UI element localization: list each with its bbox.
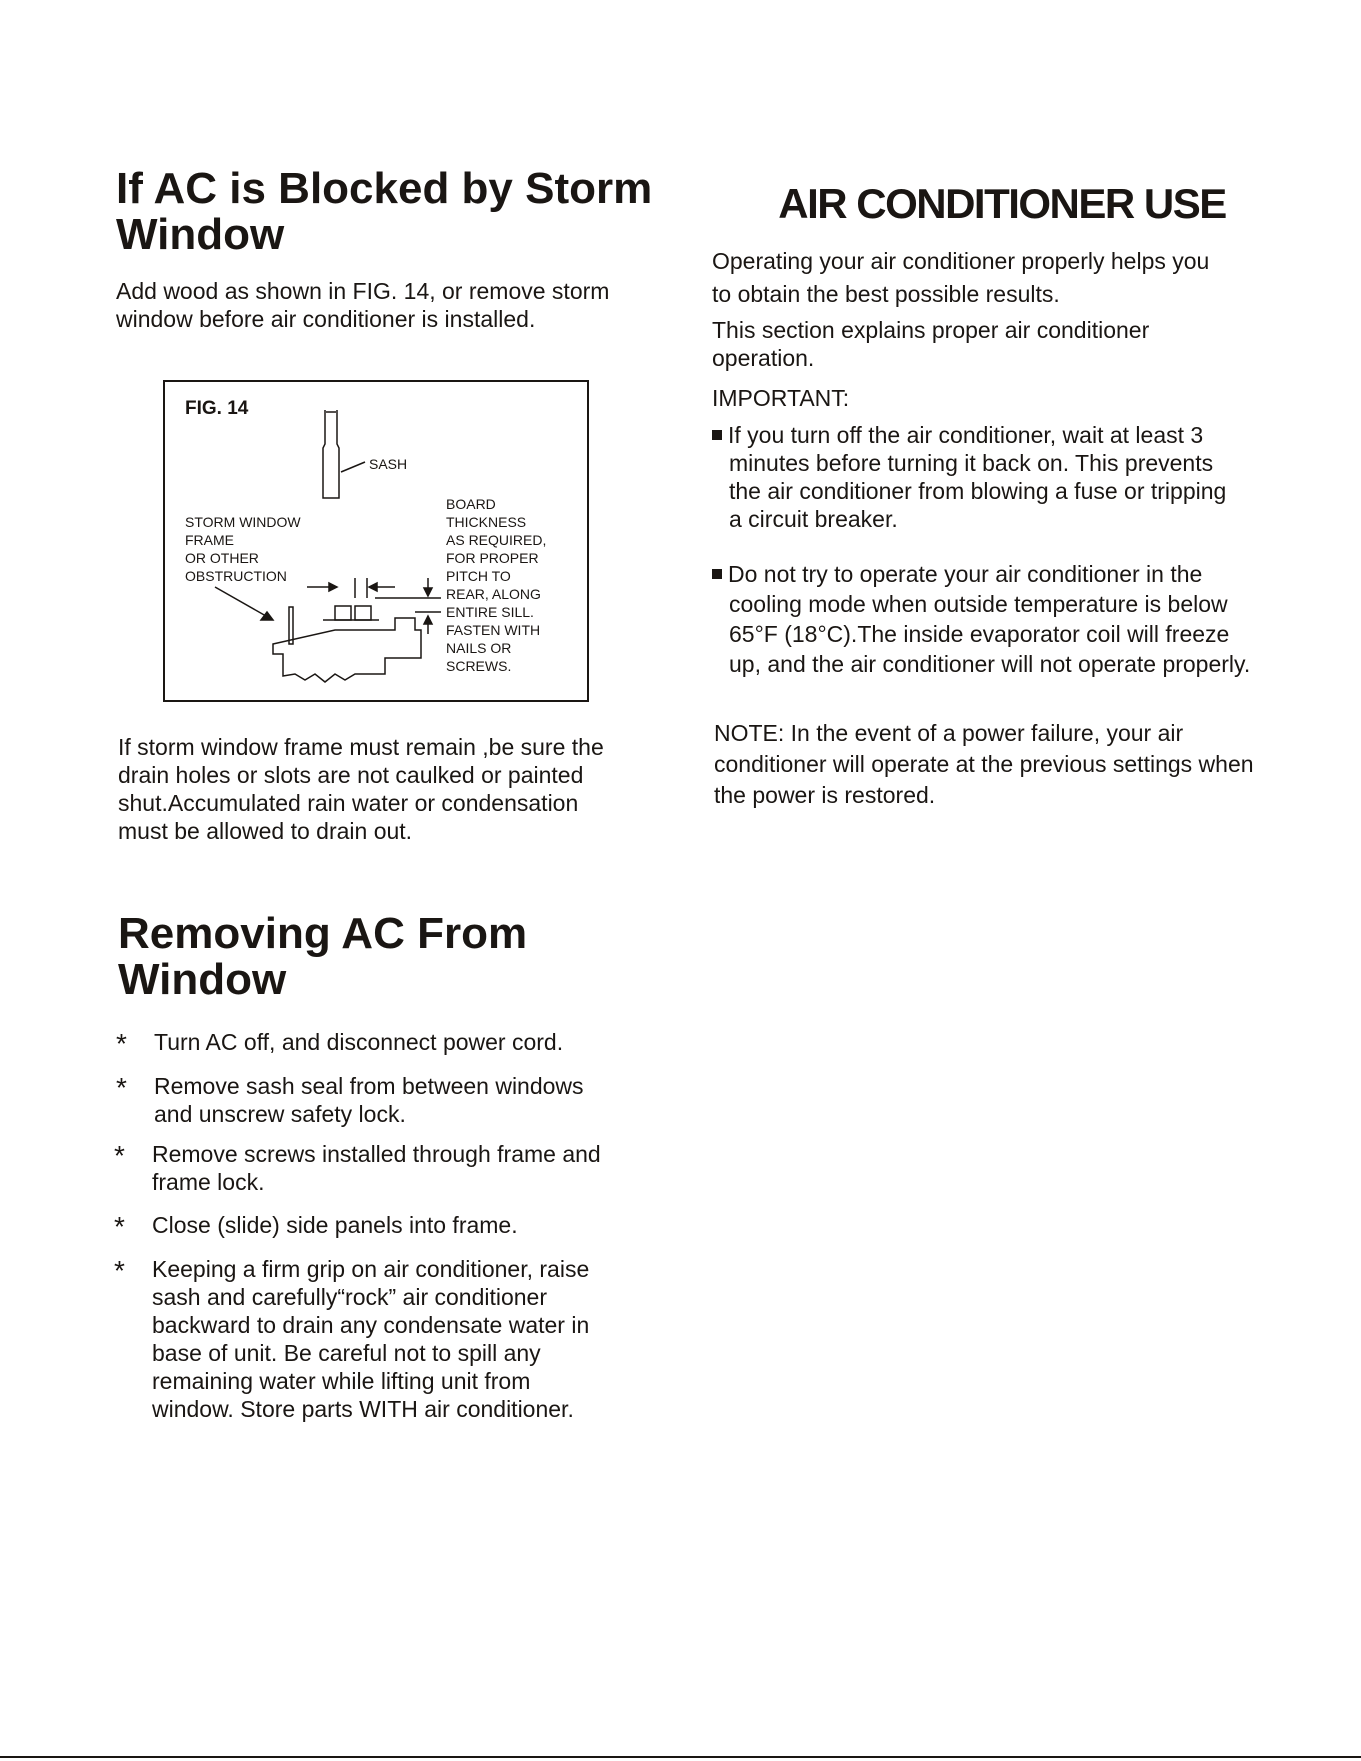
removal-step-line: backward to drain any condensate water in [152, 1312, 590, 1338]
storm-frame-note-line: If storm window frame must remain ,be sure the [118, 734, 604, 760]
sash-leader [341, 462, 365, 472]
ac-use-bullet [712, 560, 1312, 678]
board-label-line: SCREWS. [446, 658, 512, 674]
storm-frame-note [118, 733, 604, 845]
storm-frame-note-line: drain holes or slots are not caulked or painted [118, 762, 584, 788]
removal-step-line: Turn AC off, and disconnect power cord. [154, 1029, 564, 1055]
fig-14-drawing [165, 382, 591, 704]
star-bullet: * [114, 1140, 125, 1171]
storm-window-heading [116, 166, 652, 258]
storm-heading-line-1: If AC is Blocked by Storm [116, 164, 653, 213]
bullet-line: cooling mode when outside temperature is below [729, 591, 1228, 617]
removal-step-line: Remove screws installed through frame and [152, 1141, 601, 1167]
removal-step-line: base of unit. Be careful not to spill any [152, 1340, 541, 1366]
bullet-line: minutes before turning it back on. This prevents [729, 450, 1214, 476]
bullet-line: 65°F (18°C).The inside evaporator coil will freeze [729, 621, 1230, 647]
window-block [335, 606, 351, 620]
board-label-line: FASTEN WITH [446, 622, 541, 638]
intro-line: This section explains proper air conditioner [712, 317, 1150, 343]
bullet-line: Do not try to operate your air conditioner in the [728, 561, 1203, 587]
note-line: NOTE: In the event of a power failure, your air [714, 720, 1184, 746]
note-line: conditioner will operate at the previous settings when [714, 751, 1254, 777]
air-conditioner-use-title: AIR CONDITIONER USE [778, 180, 1226, 227]
page-bottom-rule [0, 1756, 1361, 1758]
important-label: IMPORTANT: [712, 385, 850, 411]
star-bullet: * [114, 1255, 125, 1286]
intro-line: to obtain the best possible results. [712, 281, 1060, 307]
storm-frame-note-line: shut.Accumulated rain water or condensation [118, 790, 579, 816]
intro-line: operation. [712, 345, 815, 371]
frame-label-line: FRAME [185, 532, 234, 548]
removal-step-line: sash and carefully“rock” air conditioner [152, 1284, 548, 1310]
removal-step-line: Keeping a firm grip on air conditioner, raise [152, 1256, 590, 1282]
board-label-line: REAR, ALONG [446, 586, 541, 602]
frame-label-line: STORM WINDOW [185, 514, 301, 530]
fig-14-diagram [163, 380, 589, 702]
square-bullet-icon [712, 569, 722, 579]
removal-step-line: and unscrew safety lock. [154, 1101, 406, 1127]
sill-shape [273, 618, 421, 682]
removal-step-line: frame lock. [152, 1169, 265, 1195]
bullet-line: up, and the air conditioner will not operate properly. [729, 651, 1251, 677]
removal-step-line: Remove sash seal from between windows [154, 1073, 584, 1099]
bullet-line: the air conditioner from blowing a fuse or tripping [729, 478, 1227, 504]
removal-step-line: remaining water while lifting unit from [152, 1368, 531, 1394]
storm-intro-line: Add wood as shown in FIG. 14, or remove storm [116, 278, 610, 304]
storm-heading-line-2: Window [116, 210, 285, 259]
star-bullet: * [114, 1211, 125, 1242]
frame-label-line: OR OTHER [185, 550, 259, 566]
star-bullet: * [116, 1072, 127, 1103]
board-label-line: AS REQUIRED, [446, 532, 547, 548]
ac-use-intro [712, 247, 1209, 372]
bullet-line: If you turn off the air conditioner, wait at least 3 [728, 422, 1204, 448]
board-label-line: BOARD [446, 496, 496, 512]
frame-label-line: OBSTRUCTION [185, 568, 287, 584]
storm-intro [116, 277, 609, 333]
storm-intro-line: window before air conditioner is installed. [116, 306, 536, 332]
ac-use-bullet [712, 421, 1312, 533]
removing-heading-line-2: Window [118, 955, 287, 1004]
board-label-line: FOR PROPER [446, 550, 539, 566]
board-label-line: PITCH TO [446, 568, 511, 584]
sash-label: SASH [369, 456, 408, 472]
storm-frame-note-line: must be allowed to drain out. [118, 818, 413, 844]
figure-title: FIG. 14 [185, 398, 249, 419]
square-bullet-icon [712, 430, 722, 440]
board-label-line: THICKNESS [446, 514, 527, 530]
storm-frame-shape [289, 607, 293, 644]
intro-line: Operating your air conditioner properly helps you [712, 248, 1210, 274]
star-bullet: * [116, 1028, 127, 1059]
window-block [355, 606, 371, 620]
removal-step-line: Close (slide) side panels into frame. [152, 1212, 518, 1238]
power-failure-note [714, 719, 1314, 809]
note-line: the power is restored. [714, 782, 936, 808]
bullet-line: a circuit breaker. [729, 506, 898, 532]
removal-step-line: window. Store parts WITH air conditioner. [152, 1396, 574, 1422]
board-label-line: ENTIRE SILL. [446, 604, 534, 620]
removing-heading-line-1: Removing AC From [118, 909, 528, 958]
board-label-line: NAILS OR [446, 640, 512, 656]
sash-shape [323, 410, 339, 498]
removing-ac-heading [118, 911, 527, 1003]
